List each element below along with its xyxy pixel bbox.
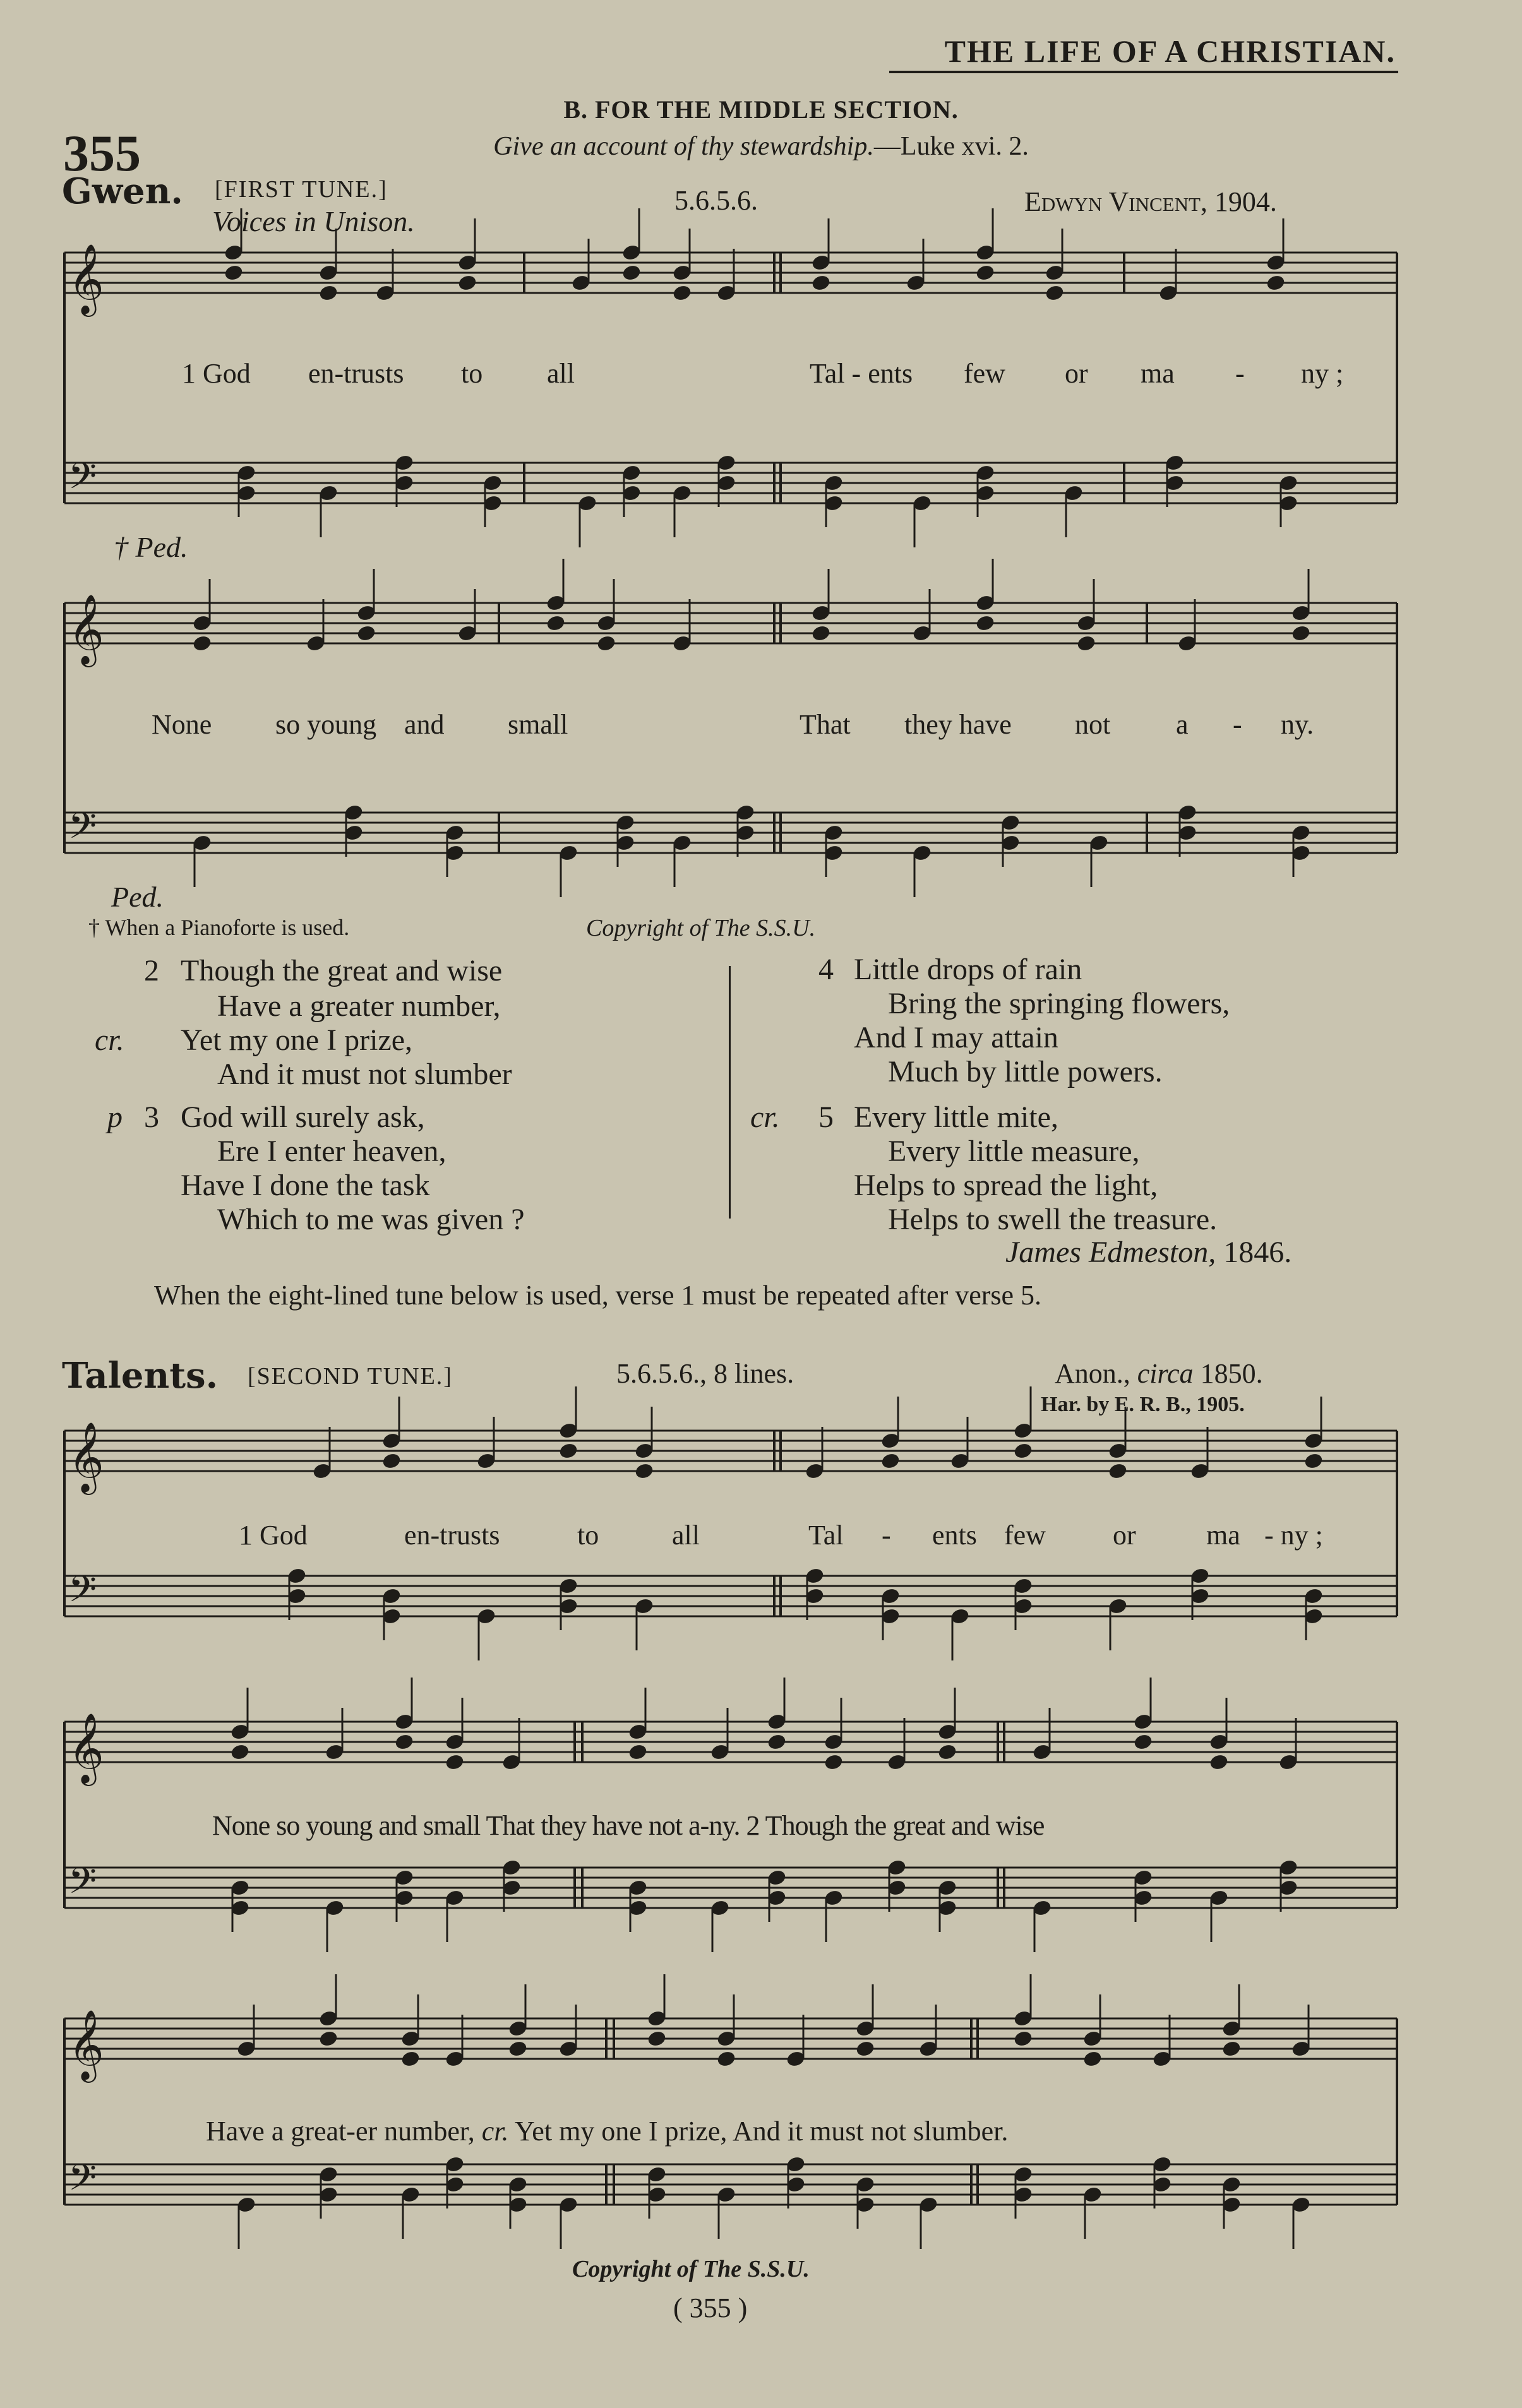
first-tune-name: Gwen.: [62, 170, 183, 212]
verse-number: 2: [144, 954, 159, 987]
treble-clef: 𝄞: [68, 2009, 104, 2080]
verse-line: Little drops of rain: [854, 953, 1082, 986]
verse-line: Helps to swell the treasure.: [888, 1203, 1218, 1236]
lyric-syllable: to: [577, 1520, 599, 1551]
note-head: [767, 1733, 786, 1751]
harmony-credit: Har. by E. R. B., 1905.: [1041, 1393, 1245, 1416]
note-head: [716, 2050, 736, 2068]
treble-clef: 𝄞: [68, 1712, 104, 1783]
note-head: [1266, 274, 1285, 292]
author-year: 1846.: [1223, 1236, 1292, 1269]
note-head: [1133, 1733, 1153, 1751]
note-head: [628, 1743, 647, 1761]
note-head: [1076, 635, 1096, 652]
verse-number: 4: [818, 953, 834, 986]
verse-line: Every little mite,: [854, 1100, 1058, 1134]
verse-number: 3: [144, 1100, 159, 1134]
note-head: [457, 274, 477, 292]
lyric-syllable: en-trusts: [308, 358, 404, 389]
running-title: THE LIFE OF A CHRISTIAN.: [944, 33, 1396, 69]
lyric-syllable: -: [882, 1520, 891, 1551]
note-head: [546, 614, 565, 632]
lyric-syllable: ents: [932, 1520, 977, 1551]
verse-line: Have a greater number,: [217, 989, 501, 1023]
bass-clef: 𝄢: [68, 455, 97, 506]
verse-line: Helps to spread the light,: [854, 1169, 1158, 1202]
treble-clef: 𝄞: [68, 593, 104, 664]
second-tune-label: [SECOND TUNE.]: [248, 1363, 453, 1390]
note-head: [647, 2030, 666, 2047]
note-head: [1082, 2050, 1102, 2068]
lyric-syllable: en-trusts: [404, 1520, 500, 1551]
bass-clef: 𝄢: [68, 1568, 97, 1619]
note-head: [621, 264, 641, 282]
epigraph-quote: Give an account of thy stewardship.: [493, 132, 874, 161]
crescendo-mark: cr.: [95, 1023, 124, 1057]
lyric-syllable: few: [964, 358, 1005, 389]
note-head: [1221, 2040, 1241, 2058]
note-head: [192, 635, 212, 652]
lyric-syllable: That: [800, 709, 851, 740]
note-head: [508, 2040, 527, 2058]
verse-number: 5: [818, 1100, 834, 1134]
note-head: [824, 1753, 843, 1771]
lyric-syllable: few: [1004, 1520, 1046, 1551]
verse-line: And it must not slumber: [217, 1058, 512, 1091]
lyric-syllable: - ny ;: [1264, 1520, 1323, 1551]
note-head: [672, 284, 692, 302]
lyric-syllable: ma: [1206, 1520, 1240, 1551]
hymn-number: 355: [63, 124, 141, 182]
lyric-syllable: -: [1233, 709, 1242, 740]
lyric-syllable: or: [1065, 358, 1088, 389]
note-head: [1303, 1452, 1323, 1470]
verse-line: Though the great and wise: [181, 954, 503, 987]
note-head: [811, 274, 830, 292]
section-heading: B. FOR THE MIDDLE SECTION.: [563, 95, 959, 124]
barlines: [64, 253, 1397, 2205]
note-head: [855, 2040, 875, 2058]
first-tune-label: [FIRST TUNE.]: [215, 176, 388, 203]
bass-clef: 𝄢: [68, 2156, 97, 2208]
first-tune-composer: Edwyn Vincent, 1904.: [1024, 186, 1277, 217]
page-number: ( 355 ): [673, 2292, 748, 2323]
note-head: [1013, 1442, 1033, 1460]
epigraph-reference: —Luke xvi. 2.: [873, 132, 1029, 161]
first-tune-meter: 5.6.5.6.: [674, 185, 758, 216]
lyric-phrase: Yet my one I prize, And it must not slumber.: [514, 2116, 1009, 2147]
note-head: [224, 264, 243, 282]
composer-year: 1850.: [1200, 1358, 1263, 1389]
note-head: [1209, 1753, 1228, 1771]
note-head: [596, 635, 616, 652]
composer-circa: circa: [1137, 1358, 1194, 1389]
verse-line: Much by little powers.: [888, 1055, 1163, 1088]
lyric-syllable: 1 God: [182, 358, 251, 389]
verse-line: God will surely ask,: [181, 1100, 425, 1134]
second-tune-lyrics-2: None so young and small That they have not a-ny. 2 Though the great and wise: [212, 1810, 1045, 1841]
note-head: [318, 2030, 338, 2047]
note-head: [1291, 624, 1310, 642]
verse-line: Have I done the task: [181, 1169, 430, 1202]
pedal-mark: Ped.: [111, 881, 164, 913]
note-head: [394, 1733, 414, 1751]
note-head: [1045, 284, 1064, 302]
lyric-syllable: small: [508, 709, 568, 740]
note-head: [230, 1743, 249, 1761]
second-tune-meter: 5.6.5.6., 8 lines.: [616, 1358, 794, 1389]
note-head: [400, 2050, 420, 2068]
verse-line: And I may attain: [854, 1021, 1058, 1054]
second-tune-name: Talents.: [62, 1355, 219, 1397]
lyric-syllable: to: [461, 358, 483, 389]
note-head: [356, 624, 376, 642]
crescendo-mark: cr.: [481, 2116, 509, 2147]
note-head: [445, 1753, 464, 1771]
verse-line: Bring the springing flowers,: [888, 987, 1230, 1020]
author-name: James Edmeston,: [1005, 1236, 1216, 1269]
lyric-syllable: all: [547, 358, 575, 389]
verse-line: Every little measure,: [888, 1135, 1140, 1168]
second-tune-copyright: Copyright of The S.S.U.: [572, 2256, 810, 2282]
lyric-syllable: 1 God: [239, 1520, 308, 1551]
lyric-syllable: a: [1176, 709, 1189, 740]
lyric-phrase: Have a great-er number,: [206, 2116, 475, 2147]
lyric-syllable: or: [1113, 1520, 1136, 1551]
staff-lines: [64, 253, 1397, 2205]
note-head: [1013, 2030, 1033, 2047]
lyric-syllable: so young: [275, 709, 377, 740]
lyric-syllable: and: [404, 709, 445, 740]
bass-clef: 𝄢: [68, 1859, 97, 1911]
lyric-syllable: None: [152, 709, 212, 740]
piano-mark: p: [107, 1100, 123, 1134]
first-tune-copyright: Copyright of The S.S.U.: [586, 915, 816, 941]
bass-clef: 𝄢: [68, 804, 97, 856]
lyric-syllable: Tal - ents: [810, 358, 913, 389]
clefs: [68, 243, 104, 2208]
lyric-syllable: ny ;: [1301, 358, 1344, 389]
voices-direction: Voices in Unison.: [212, 205, 415, 237]
pedal-mark: † Ped.: [114, 531, 188, 563]
notes: [192, 208, 1323, 2249]
repeat-note: When the eight-lined tune below is used, verse 1 must be repeated after verse 5.: [154, 1280, 1042, 1311]
lyric-syllable: ma: [1141, 358, 1175, 389]
verse-line: Ere I enter heaven,: [217, 1135, 446, 1168]
treble-clef: 𝄞: [68, 1421, 104, 1492]
lyric-syllable: Tal: [808, 1520, 844, 1551]
note-head: [381, 1452, 401, 1470]
treble-clef: 𝄞: [68, 243, 104, 314]
lyric-syllable: -: [1235, 358, 1245, 389]
note-head: [937, 1743, 957, 1761]
lyric-syllable: they have: [904, 709, 1012, 740]
crescendo-mark: cr.: [750, 1100, 780, 1134]
composer-prefix: Anon.,: [1055, 1358, 1130, 1389]
note-head: [318, 284, 338, 302]
pianoforte-footnote: † When a Pianoforte is used.: [88, 915, 350, 940]
note-head: [975, 614, 995, 632]
note-head: [1108, 1462, 1127, 1480]
note-head: [811, 624, 830, 642]
lyric-syllable: ny.: [1281, 709, 1314, 740]
verse-line: Yet my one I prize,: [181, 1023, 413, 1057]
note-head: [558, 1442, 578, 1460]
verse-line: Which to me was given ?: [217, 1203, 525, 1236]
note-head: [975, 264, 995, 282]
lyric-syllable: not: [1075, 709, 1111, 740]
note-head: [880, 1452, 900, 1470]
lyric-syllable: all: [672, 1520, 700, 1551]
note-head: [634, 1462, 654, 1480]
